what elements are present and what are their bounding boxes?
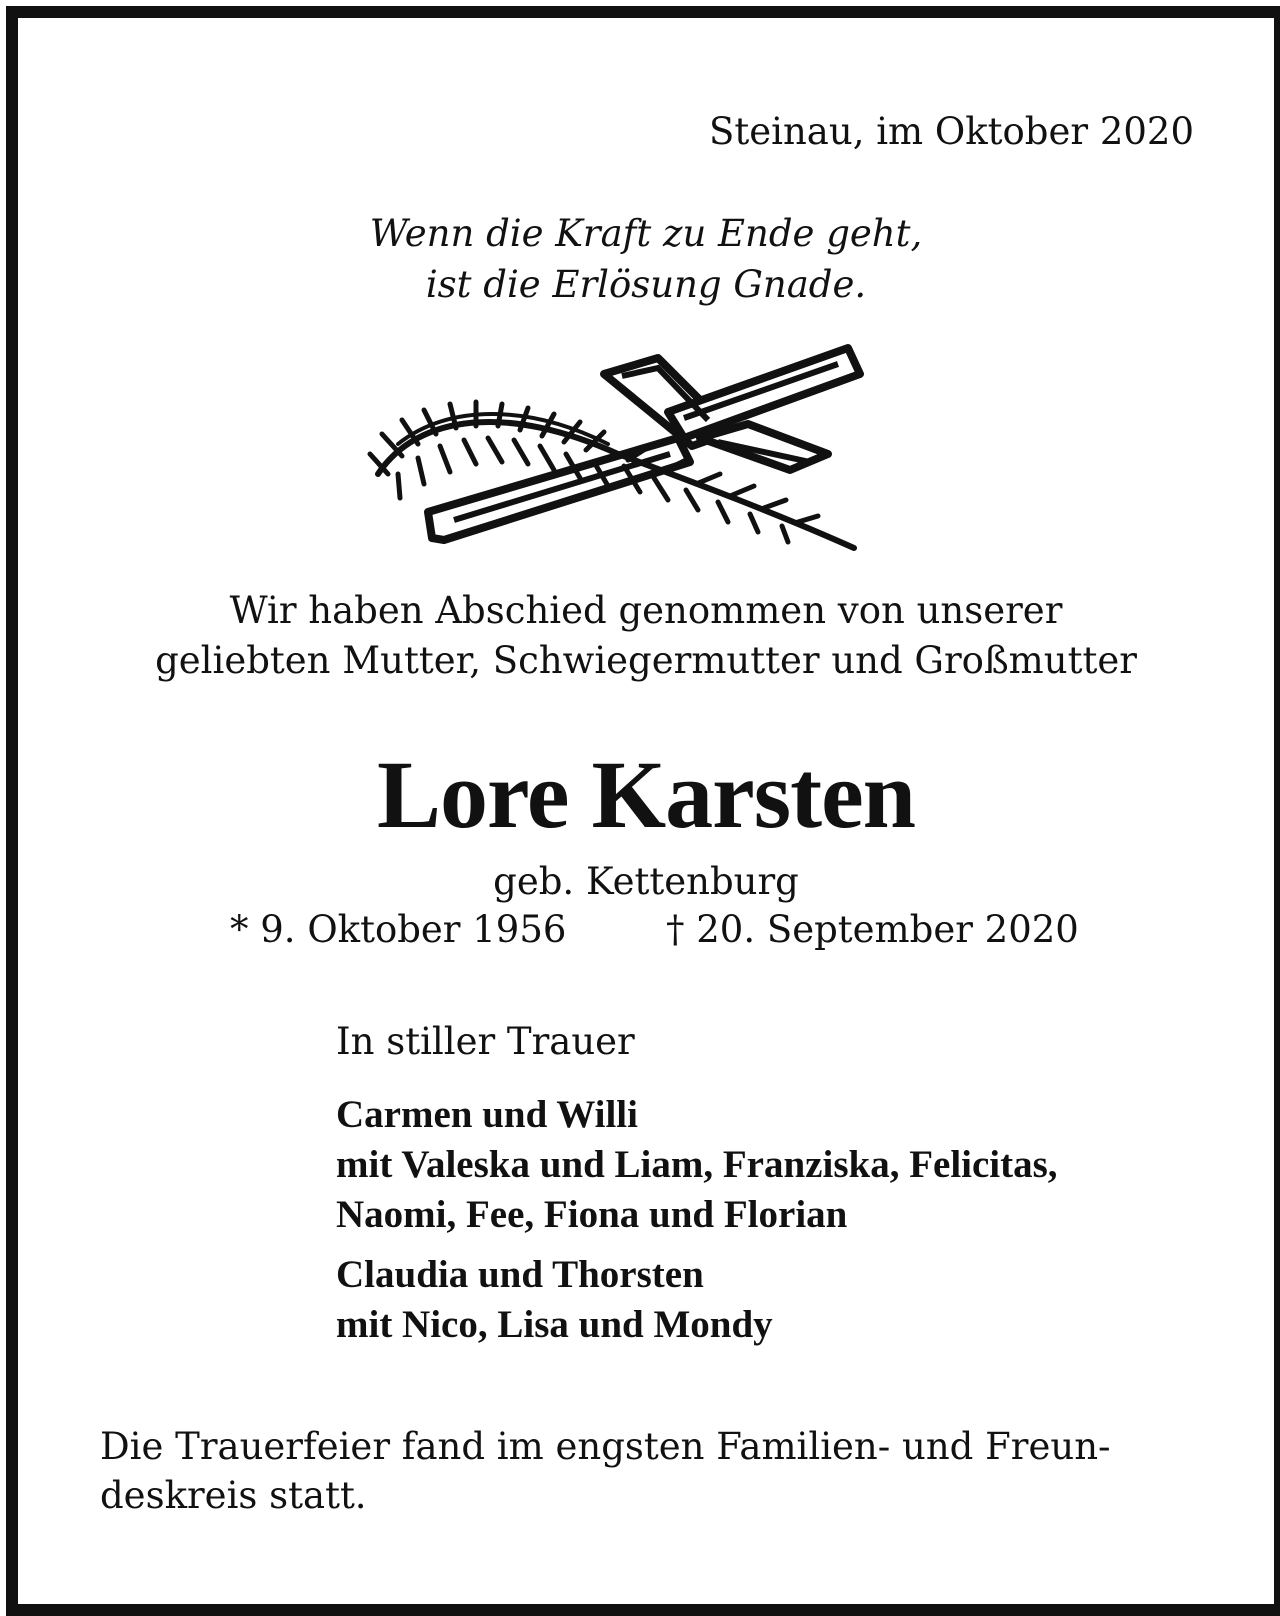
mourner-line: Claudia und Thorsten [336,1253,704,1296]
mourner-line: mit Nico, Lisa und Mondy [336,1303,773,1346]
mourner-line: mit Valeska und Liam, Franziska, Felicitas, [336,1143,1058,1186]
mourner-line: Naomi, Fee, Fiona und Florian [336,1193,848,1236]
funeral-note [100,1422,1111,1520]
mourner-line: Carmen und Willi [336,1093,638,1136]
intro-line-2: geliebten Mutter, Schwiegermutter und Großmutter [155,639,1137,682]
motto-line-2: ist die Erlösung Gnade. [425,263,867,306]
mourning-heading: In stiller Trauer [336,1020,635,1063]
deceased-name: Lore Karsten [376,741,916,848]
obituary-notice [6,6,1280,1616]
mourner-group-1 [336,1090,1058,1240]
place-date: Steinau, im Oktober 2020 [709,110,1194,153]
death-date: † 20. September 2020 [666,908,1079,951]
maiden-name: geb. Kettenburg [493,860,799,903]
mourner-group-2 [336,1250,773,1350]
cross-with-palm-branch-icon [358,334,898,574]
motto-line-1: Wenn die Kraft zu Ende geht, [369,212,923,255]
funeral-note-line-2: deskreis statt. [100,1474,367,1517]
intro-line-1: Wir haben Abschied genommen von unserer [229,589,1063,632]
funeral-note-line-1: Die Trauerfeier fand im engsten Familien- und Freun- [100,1425,1111,1468]
birth-date: * 9. Oktober 1956 [230,908,567,951]
